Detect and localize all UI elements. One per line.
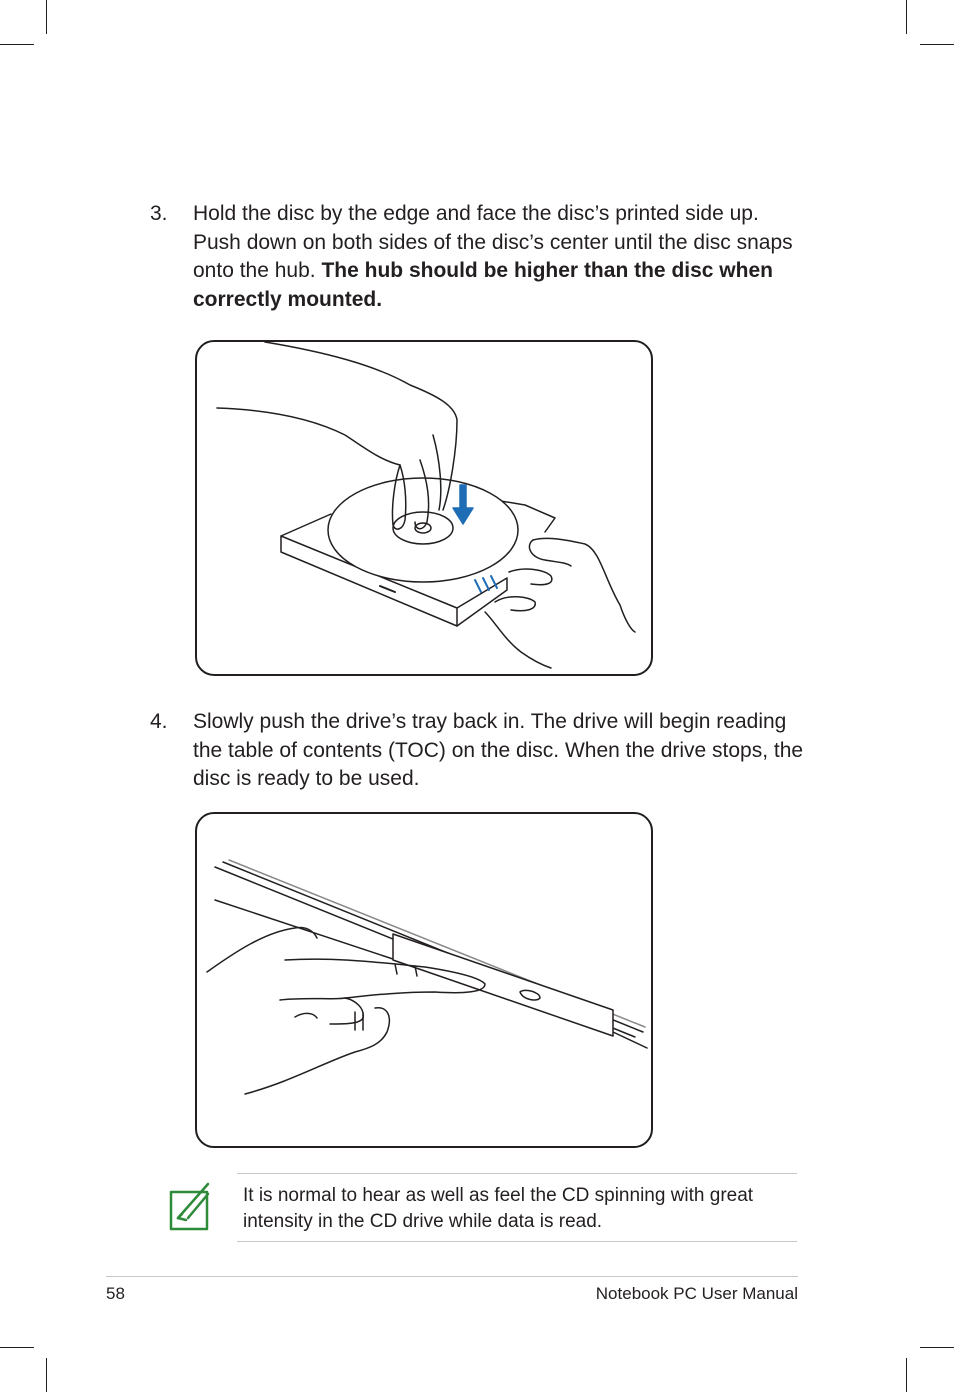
disc-mount-illustration	[195, 340, 653, 676]
crop-mark	[0, 44, 34, 45]
step-number: 3.	[150, 202, 168, 225]
note-bottom-rule	[237, 1241, 797, 1242]
crop-mark	[46, 1358, 47, 1392]
step-text: Slowly push the drive’s tray back in. The drive will begin reading the table of contents (TOC) on the disc. When the drive stops, the disc is ready to be used.	[193, 710, 804, 790]
crop-mark	[906, 0, 907, 34]
note-top-rule	[237, 1173, 797, 1174]
crop-mark	[46, 0, 47, 34]
step-text	[193, 200, 808, 314]
footer-rule	[106, 1276, 798, 1277]
crop-mark	[906, 1358, 907, 1392]
manual-title: Notebook PC User Manual	[595, 1284, 798, 1303]
step-number: 4.	[150, 710, 168, 733]
page-number: 58	[106, 1284, 125, 1303]
crop-mark	[0, 1347, 34, 1348]
step-text-bold: The hub should be higher than the disc when correctly mounted.	[193, 259, 773, 311]
tray-push-illustration	[195, 812, 653, 1148]
step-text-regular: Hold the disc by the edge and face the disc’s printed side up. Push down on both sides of the disc’s center until the disc snaps onto the hub.	[193, 202, 793, 282]
crop-mark	[920, 44, 954, 45]
note-pencil-icon	[168, 1180, 212, 1232]
crop-mark	[920, 1347, 954, 1348]
note-text: It is normal to hear as well as feel the CD spinning with great intensity in the CD drive while data is read.	[243, 1185, 754, 1232]
